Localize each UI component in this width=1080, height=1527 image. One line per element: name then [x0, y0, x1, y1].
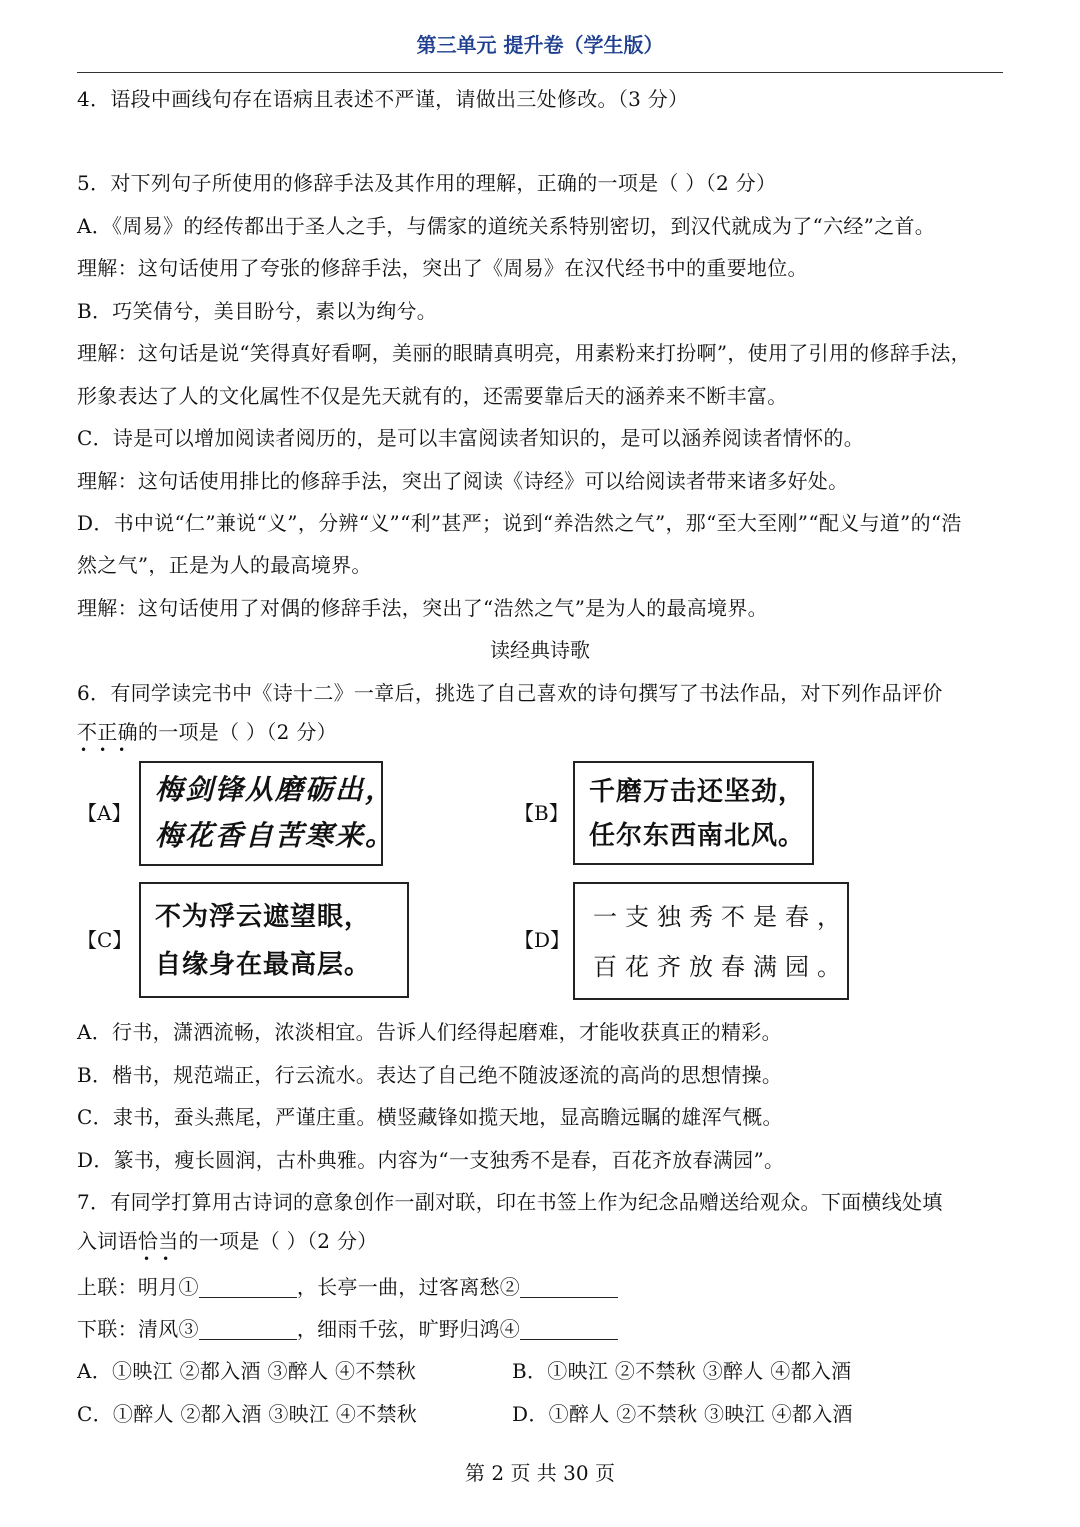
page-footer: 第 2 页 共 30 页 — [465, 1461, 615, 1485]
couplet-lower-middle: ，细雨千弦，旷野归鸿④ — [296, 1317, 521, 1341]
blank-2[interactable] — [520, 1277, 618, 1298]
couplet-upper-start: 上联：明月① — [77, 1275, 199, 1299]
page-header — [77, 30, 1003, 73]
calligraphy-work-d — [573, 882, 849, 1000]
work-a-label: 【A】 — [77, 801, 132, 825]
work-b-line-2: 任尔东西南北风。 — [589, 821, 806, 850]
blank-4[interactable] — [520, 1319, 618, 1340]
couplet-upper-middle: ，长亭一曲，过客离愁② — [296, 1275, 521, 1299]
work-b-line-1: 千磨万击还坚劲， — [589, 777, 806, 806]
question-5-option-b-explanation: 理解：这句话是说“笑得真好看啊，美丽的眼睛真明亮，用素粉来打扮啊”，使用了引用的修辞手法， — [77, 341, 971, 365]
question-7-stem-cont: 入词语恰当的一项是（ ）（2 分） — [77, 1229, 378, 1253]
question-7-option-c: C．①醉人 ②都入酒 ③映江 ④不禁秋 — [77, 1402, 418, 1426]
question-6-stem-cont: 不正确的一项是（ ）（2 分） — [77, 720, 337, 744]
question-5-option-c-explanation: 理解：这句话使用排比的修辞手法，突出了阅读《诗经》可以给阅读者带来诸多好处。 — [77, 469, 849, 493]
question-7-stem: 7．有同学打算用古诗词的意象创作一副对联，印在书签上作为纪念品赠送给观众。下面横线处填 — [77, 1190, 943, 1214]
question-7-option-d: D．①醉人 ②不禁秋 ③映江 ④都入酒 — [512, 1402, 853, 1426]
work-a-line-2: 梅花香自苦寒来。 — [155, 819, 396, 852]
work-b-label: 【B】 — [514, 801, 569, 825]
work-d-line-2: 百花齐放春满园。 — [593, 953, 849, 981]
emphasis-dots-q7: •• — [143, 1252, 182, 1266]
couplet-lower-start: 下联：清风③ — [77, 1317, 199, 1341]
work-c-line-1: 不为浮云遮望眼， — [155, 902, 372, 932]
work-d-line-1: 一支独秀不是春， — [593, 903, 849, 931]
question-5-option-d-cont: 然之气”，正是为人的最高境界。 — [77, 553, 372, 577]
question-5-option-d-explanation: 理解：这句话使用了对偶的修辞手法，突出了“浩然之气”是为人的最高境界。 — [77, 596, 768, 620]
emphasis-dots: ••• — [80, 743, 138, 757]
work-a-line-1: 梅剑锋从磨砺出， — [155, 773, 396, 806]
question-5-option-d: D．书中说“仁”兼说“义”，分辨“义”“利”甚严；说到“养浩然之气”，那“至大至刚”“配义与道”的“浩 — [77, 511, 962, 535]
question-4: 4．语段中画线句存在语病且表述不严谨，请做出三处修改。（3 分） — [77, 87, 689, 111]
question-5-option-a: A．《周易》的经传都出于圣人之手，与儒家的道统关系特别密切，到汉代就成为了“六经”之首。 — [77, 214, 936, 238]
question-6-option-a: A．行书，潇洒流畅，浓淡相宜。告诉人们经得起磨难，才能收获真正的精彩。 — [77, 1020, 782, 1044]
couplet-upper — [77, 1272, 618, 1302]
calligraphy-work-b — [573, 761, 814, 865]
calligraphy-work-c — [139, 882, 409, 998]
question-7-option-a: A．①映江 ②都入酒 ③醉人 ④不禁秋 — [77, 1359, 417, 1383]
calligraphy-work-a — [139, 761, 396, 866]
blank-1[interactable] — [199, 1277, 297, 1298]
question-5-option-b-explanation-cont: 形象表达了人的文化属性不仅是先天就有的，还需要靠后天的涵养来不断丰富。 — [77, 384, 788, 408]
blank-3[interactable] — [199, 1319, 297, 1340]
page-title: 第三单元 提升卷（学生版） — [416, 33, 664, 57]
work-c-line-2: 自缘身在最高层。 — [155, 950, 372, 980]
question-5-option-c: C．诗是可以增加阅读者阅历的，是可以丰富阅读者知识的，是可以涵养阅读者情怀的。 — [77, 426, 865, 450]
question-5-stem: 5．对下列句子所使用的修辞手法及其作用的理解，正确的一项是（ ）（2 分） — [77, 171, 777, 195]
question-7-option-b: B．①映江 ②不禁秋 ③醉人 ④都入酒 — [512, 1359, 852, 1383]
question-6-option-d: D．篆书，瘦长圆润，古朴典雅。内容为“一支独秀不是春，百花齐放春满园”。 — [77, 1148, 785, 1172]
work-d-label: 【D】 — [514, 928, 571, 952]
question-6-option-c: C．隶书，蚕头燕尾，严谨庄重。横竖藏锋如揽天地，显高瞻远瞩的雄浑气概。 — [77, 1105, 783, 1129]
couplet-lower — [77, 1314, 618, 1344]
question-5-option-a-explanation: 理解：这句话使用了夸张的修辞手法，突出了《周易》在汉代经书中的重要地位。 — [77, 256, 808, 280]
question-6-stem: 6．有同学读完书中《诗十二》一章后，挑选了自己喜欢的诗句撰写了书法作品，对下列作品评价 — [77, 681, 943, 705]
question-5-option-b: B．巧笑倩兮，美目盼兮，素以为绚兮。 — [77, 299, 438, 323]
question-6-option-b: B．楷书，规范端正，行云流水。表达了自己绝不随波逐流的高尚的思想情操。 — [77, 1063, 783, 1087]
work-c-label: 【C】 — [77, 928, 133, 952]
section-title: 读经典诗歌 — [490, 638, 590, 662]
